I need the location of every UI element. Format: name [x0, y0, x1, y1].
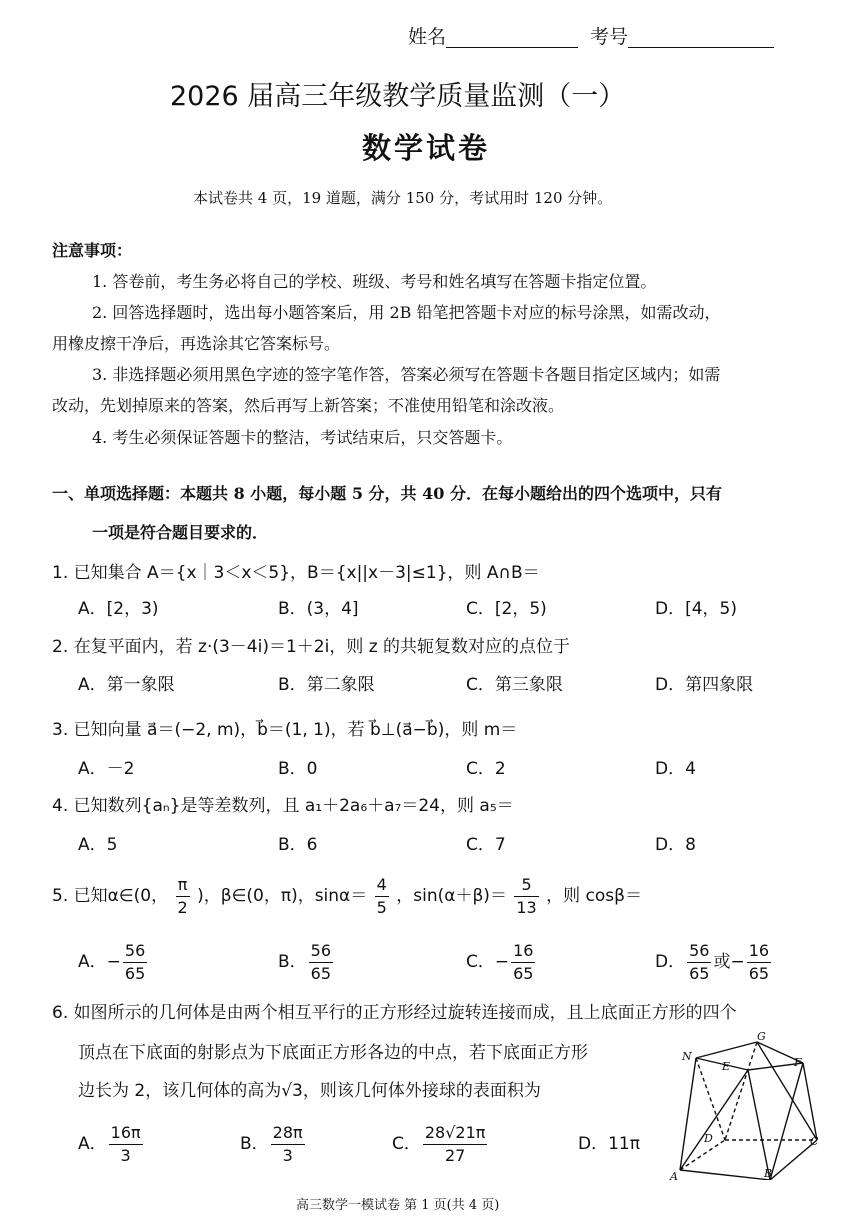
notes-item-3: 3. 非选择题必须用黑色字迹的签字笔作答，答案必须写在答题卡各题目指定区域内；如需	[92, 365, 721, 384]
notes-item-1: 1. 答卷前，考生务必将自己的学校、班级、考号和姓名填写在答题卡指定位置。	[92, 272, 657, 291]
page-title: 2026 届高三年级教学质量监测（一）	[170, 81, 626, 112]
figure-label-c: C	[810, 1135, 819, 1148]
figure-label-g: G	[757, 1030, 766, 1043]
figure-label-e: E	[722, 1060, 731, 1073]
q4-stem: 4. 已知数列{aₙ}是等差数列，且 a₁＋2a₆＋a₇＝24，则 a₅＝	[52, 796, 514, 816]
q5-frac-5-13: $\frac{5}{13}$	[516, 874, 537, 917]
q2-stem: 2. 在复平面内，若 z·(3－4i)＝1＋2i，则 z 的共轭复数对应的点位于	[52, 637, 571, 657]
page-footer: 高三数学一模试卷 第 1 页(共 4 页)	[296, 1198, 500, 1213]
notes-item-3-cont: 改动，先划掉原来的答案，然后再写上新答案；不准使用铅笔和涂改液。	[52, 396, 565, 415]
subject-title: 数学试卷	[362, 131, 491, 165]
q6-option-b: B． $\frac{28\pi}{3}$	[240, 1122, 303, 1165]
section-1-heading-cont: 一项是符合题目要求的．	[92, 523, 269, 542]
q4-option-a: A．5	[78, 835, 118, 855]
figure-label-n: N	[682, 1050, 692, 1063]
exam-summary: 本试卷共 4 页，19 道题，满分 150 分，考试用时 120 分钟。	[193, 189, 613, 207]
q5-stem: 5. 已知α∈(0， $\frac{\pi}{2}$ )，β∈(0，π)，sinα＝ $\frac{4}{5}$ ，sin(α＋β)＝ $\frac{5}{13}$ ，则 cosβ＝	[52, 874, 642, 917]
q5-option-c: C．− $\frac{16}{65}$	[466, 940, 534, 983]
notes-heading: 注意事项：	[52, 241, 133, 260]
figure-label-a: A	[670, 1170, 678, 1180]
q6-option-d: D．11π	[578, 1134, 640, 1154]
q1-option-c: C．[2，5)	[466, 599, 547, 619]
q3-option-d: D．4	[655, 759, 696, 779]
q3-option-a: A．－2	[78, 759, 135, 779]
exam-no-blank	[628, 27, 774, 48]
q1-option-b: B．(3，4]	[278, 599, 359, 619]
q2-option-c: C．第三象限	[466, 675, 563, 695]
q4-option-c: C．7	[466, 835, 506, 855]
name-blank	[446, 27, 578, 48]
q6-option-c: C． $\frac{28√21\pi}{27}$	[392, 1122, 486, 1165]
q6-geometry-figure	[660, 1030, 830, 1180]
q4-option-b: B．6	[278, 835, 318, 855]
q5-frac-pi-2: $\frac{\pi}{2}$	[177, 874, 188, 917]
q3-stem: 3. 已知向量 a⃗＝(−2, m)，b⃗＝(1, 1)，若 b⃗⊥(a⃗−b⃗)，则 m＝	[52, 720, 518, 740]
name-label: 姓名	[408, 26, 447, 48]
notes-item-4: 4. 考生必须保证答题卡的整洁，考试结束后，只交答题卡。	[92, 428, 513, 447]
q2-option-a: A．第一象限	[78, 675, 175, 695]
exam-no-field	[590, 26, 774, 48]
q6-stem-line1: 6. 如图所示的几何体是由两个相互平行的正方形经过旋转连接而成，且上底面正方形的四个	[52, 1003, 737, 1023]
q6-stem-line2: 顶点在下底面的射影点为下底面正方形各边的中点，若下底面正方形	[78, 1043, 588, 1063]
q1-option-a: A．[2，3)	[78, 599, 159, 619]
q4-option-d: D．8	[655, 835, 696, 855]
q5-option-a: A．− $\frac{56}{65}$	[78, 940, 146, 983]
name-field	[408, 26, 578, 48]
notes-item-2-cont: 用橡皮擦干净后，再选涂其它答案标号。	[52, 334, 341, 353]
q5-frac-4-5: $\frac{4}{5}$	[376, 874, 387, 917]
figure-label-b: B	[764, 1167, 773, 1180]
exam-no-label: 考号	[590, 26, 629, 48]
figure-label-f: F	[794, 1056, 802, 1069]
notes-item-2: 2. 回答选择题时，选出每小题答案后，用 2B 铅笔把答题卡对应的标号涂黑，如需改动，	[92, 303, 721, 322]
q1-stem: 1. 已知集合 A＝{x｜3＜x＜5}，B＝{x||x－3|≤1}，则 A∩B＝	[52, 563, 540, 583]
q5-option-b: B． $\frac{56}{65}$	[278, 940, 332, 983]
figure-label-d: D	[704, 1132, 713, 1145]
q6-option-a: A． $\frac{16\pi}{3}$	[78, 1122, 141, 1165]
q3-option-c: C．2	[466, 759, 506, 779]
q2-option-d: D．第四象限	[655, 675, 754, 695]
q2-option-b: B．第二象限	[278, 675, 375, 695]
q6-stem-line3: 边长为 2，该几何体的高为√3，则该几何体外接球的表面积为	[78, 1081, 541, 1101]
section-1-heading: 一、单项选择题：本题共 8 小题，每小题 5 分，共 40 分．在每小题给出的四个选项中，只有	[52, 484, 722, 503]
q1-option-d: D．[4，5)	[655, 599, 737, 619]
q5-option-d: D． $\frac{56}{65}$ 或− $\frac{16}{65}$	[655, 940, 770, 983]
q3-option-b: B．0	[278, 759, 318, 779]
